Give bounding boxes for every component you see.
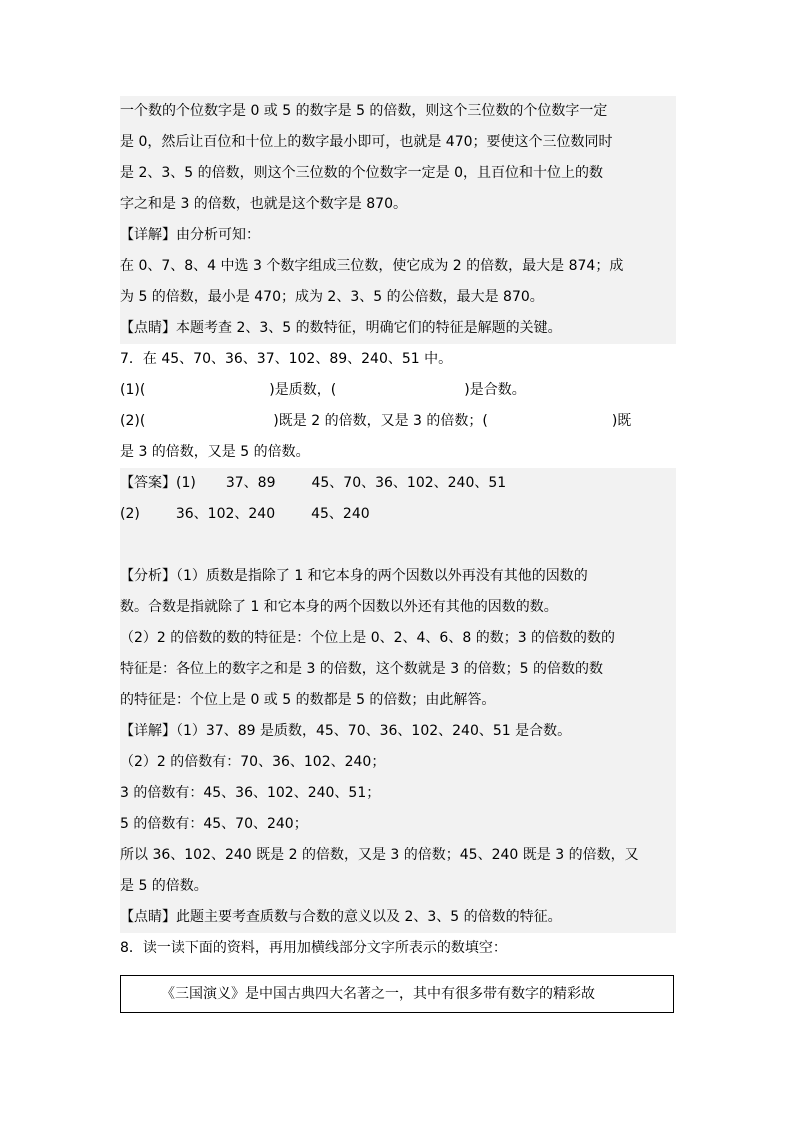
- analysis-6-line: 字之和是 3 的倍数，也就是这个数字是 870。: [120, 196, 407, 212]
- question-7-part-1: [120, 375, 676, 406]
- analysis-7-line: 特征是：各位上的数字之和是 3 的倍数，这个数就是 3 的倍数；5 的倍数的数: [120, 661, 603, 677]
- solution-7-block: [120, 468, 676, 933]
- spacer: [120, 530, 676, 561]
- question-8-stem: 8．读一读下面的资料，再用加横线部分文字所表示的数填空：: [120, 940, 507, 956]
- analysis-7-line: （2）2 的倍数的数的特征是：个位上是 0、2、4、6、8 的数；3 的倍数的数的: [120, 630, 616, 646]
- analysis-6-line: 是 0，然后让百位和十位上的数字最小即可，也就是 470；要使这个三位数同时: [120, 134, 613, 150]
- analysis-6-block: [120, 96, 676, 344]
- q7-p2-mid: )既是 2 的倍数，又是 3 的倍数；(: [273, 413, 488, 429]
- answer-7-label: 【答案】(1): [120, 475, 196, 491]
- reading-material-box: [120, 975, 674, 1013]
- answer-7-a2: 45、70、36、102、240、51: [311, 475, 507, 491]
- analysis-6-line: 是 2、3、5 的倍数，则这个三位数的个位数字一定是 0，且百位和十位上的数: [120, 165, 603, 181]
- detail-6-label: 【详解】由分析可知：: [120, 227, 260, 243]
- analysis-7-line: 的特征是：个位上是 0 或 5 的数都是 5 的倍数；由此解答。: [120, 692, 496, 708]
- analysis-6-line: 一个数的个位数字是 0 或 5 的数字是 5 的倍数，则这个三位数的个位数字一定: [120, 103, 608, 119]
- answer-7-line-1: [120, 468, 676, 499]
- q7-p1-mid: )是质数，(: [269, 382, 337, 398]
- answer-7-line-2: [120, 499, 676, 530]
- detail-7-line: 所以 36、102、240 既是 2 的倍数，又是 3 的倍数；45、240 既是 3 的倍数，又: [120, 847, 639, 863]
- q7-p1-open: (1)(: [120, 382, 146, 398]
- detail-7-line: 是 5 的倍数。: [120, 878, 208, 894]
- detail-7-line: 3 的倍数有：45、36、102、240、51；: [120, 785, 381, 801]
- content-body: [120, 96, 676, 964]
- analysis-7-line: 数。合数是指就除了 1 和它本身的两个因数以外还有其他的因数的数。: [120, 599, 558, 615]
- q7-p2-open: (2)(: [120, 413, 146, 429]
- detail-7-line: （2）2 的倍数有：70、36、102、240；: [120, 754, 386, 770]
- detail-6-line: 在 0、7、8、4 中选 3 个数字组成三位数，使它成为 2 的倍数，最大是 874；成: [120, 258, 624, 274]
- detail-7-line: 【详解】（1）37、89 是质数，45、70、36、102、240、51 是合数。: [120, 723, 572, 739]
- comment-6: 【点睛】本题考查 2、3、5 的数特征，明确它们的特征是解题的关键。: [120, 320, 562, 336]
- q7-p2-end: )既: [611, 413, 632, 429]
- reading-material-text: 《三国演义》是中国古典四大名著之一，其中有很多带有数字的精彩故: [161, 986, 595, 1002]
- answer-7-a1: 37、89: [225, 475, 276, 491]
- answer-7-label-2: (2): [120, 506, 140, 522]
- question-7-stem: 7．在 45、70、36、37、102、89、240、51 中。: [120, 351, 453, 367]
- detail-7-line: 5 的倍数有：45、70、240；: [120, 816, 308, 832]
- answer-7-b1: 36、102、240: [175, 506, 276, 522]
- question-7-part-2: [120, 406, 676, 437]
- q7-p1-end: )是合数。: [464, 382, 526, 398]
- comment-7: 【点睛】此题主要考查质数与合数的意义以及 2、3、5 的倍数的特征。: [120, 909, 562, 925]
- analysis-7-line: 【分析】（1）质数是指除了 1 和它本身的两个因数以外再没有其他的因数的: [120, 568, 588, 584]
- answer-7-b2: 45、240: [311, 506, 370, 522]
- question-7-part-2-cont: 是 3 的倍数，又是 5 的倍数。: [120, 444, 310, 460]
- detail-6-line: 为 5 的倍数，最小是 470；成为 2、3、5 的公倍数，最大是 870。: [120, 289, 544, 305]
